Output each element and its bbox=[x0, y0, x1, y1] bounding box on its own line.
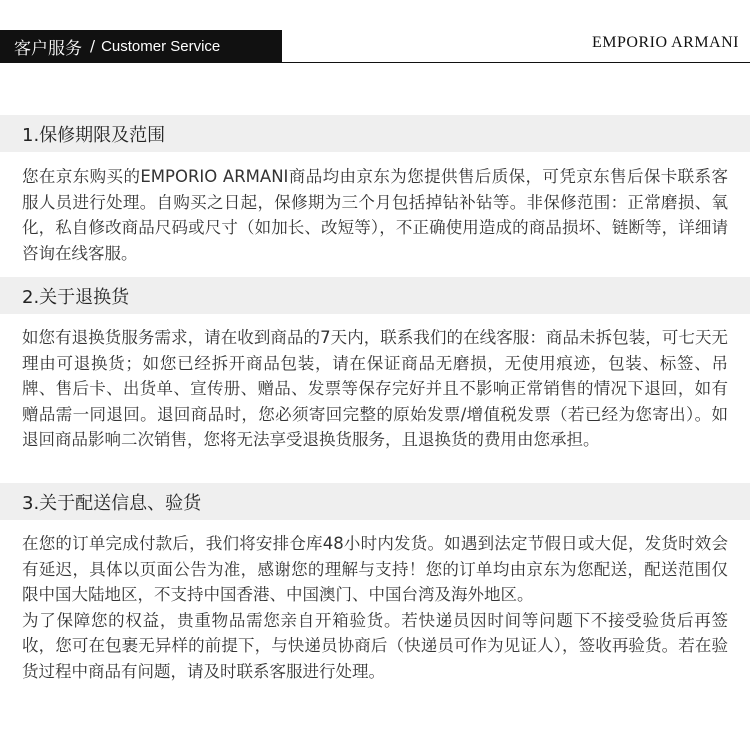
header-title-cn: 客户服务 bbox=[14, 38, 82, 59]
brand-logo: EMPORIO ARMANI bbox=[591, 34, 739, 51]
section-3-body bbox=[22, 531, 728, 685]
section-2-title: 2.关于退换货 bbox=[0, 277, 750, 314]
section-2-paragraph: 如您有退换货服务需求，请在收到商品的7天内，联系我们的在线客服：商品未拆包装，可七天无理由可退换货；如您已经拆开商品包装，请在保证商品无磨损，无使用痕迹，包装、标签、吊牌、售后卡、出货单、宣传册、赠品、发票等保存完好并且不影响正常销售的情况下退回，如有赠品需一同退回。退回商品时，您必须寄回完整的原始发票/增值税发票（若已经为您寄出）。如退回商品影响二次销售，您将无法享受退换货服务，且退换货的费用由您承担。 bbox=[22, 328, 728, 450]
header-title-en: Customer Service bbox=[101, 37, 221, 55]
header-separator: / bbox=[90, 37, 96, 55]
section-3-paragraph-1: 在您的订单完成付款后，我们将安排仓库48小时内发货。如遇到法定节假日或大促，发货时效会有延迟，具体以页面公告为准，感谢您的理解与支持！您的订单均由京东为您配送，配送范围仅限中国大陆地区，不支持中国香港、中国澳门、中国台湾及海外地区。 bbox=[22, 534, 728, 605]
section-3-paragraph-2: 为了保障您的权益，贵重物品需您亲自开箱验货。若快递员因时间等问题下不接受验货后再签收，您可在包裹无异样的前提下，与快递员协商后（快递员可作为见证人），签收再验货。若在验货过程中商品有问题，请及时联系客服进行处理。 bbox=[22, 610, 728, 681]
section-1-paragraph: 您在京东购买的EMPORIO ARMANI商品均由京东为您提供售后质保，可凭京东售后保卡联系客服人员进行处理。自购买之日起，保修期为三个月包括掉钻补钻等。非保修范围：正常磨损、氧化，私自修改商品尺码或尺寸（如加长、改短等），不正确使用造成的商品损坏、链断等，详细请咨询在线客服。 bbox=[22, 167, 728, 263]
section-1-title: 1.保修期限及范围 bbox=[0, 115, 750, 152]
section-1-body bbox=[22, 164, 728, 266]
page-header bbox=[0, 30, 750, 63]
header-title-tab bbox=[0, 30, 282, 62]
section-3-title: 3.关于配送信息、验货 bbox=[0, 483, 750, 520]
section-2-body bbox=[22, 325, 728, 453]
